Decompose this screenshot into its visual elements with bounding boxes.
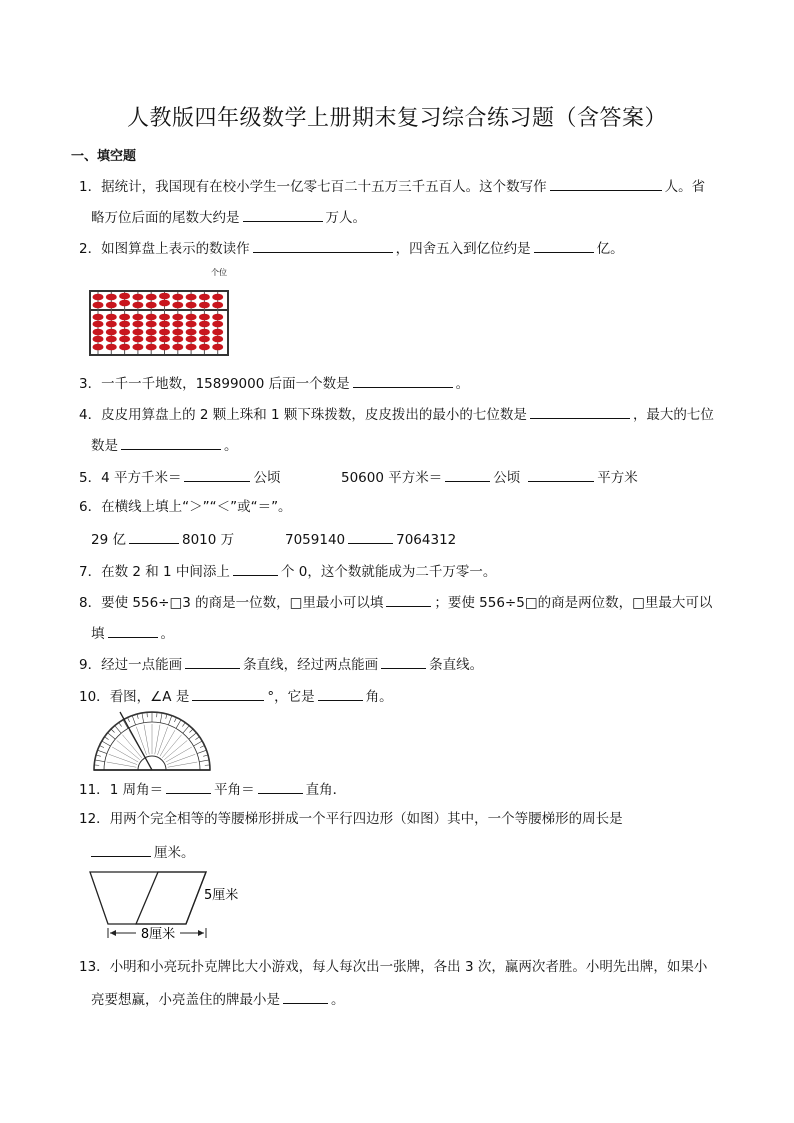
- question-6-compare-2: 7059140 7064312: [285, 529, 456, 549]
- answer-blank[interactable]: [166, 779, 211, 794]
- ones-place-label: 个位: [211, 268, 227, 277]
- upper-bead: [159, 300, 170, 307]
- answer-blank[interactable]: [108, 623, 158, 638]
- protractor-tick: [182, 722, 185, 726]
- question-8-cont: 填 。: [91, 623, 174, 643]
- protractor-tick: [111, 729, 115, 733]
- question-7: 7．在数 2 和 1 中间添上 个 0，这个数就能成为二千万零一。: [79, 561, 496, 581]
- lower-bead: [146, 321, 157, 328]
- answer-blank[interactable]: [129, 529, 179, 544]
- lower-bead: [132, 344, 143, 351]
- answer-blank[interactable]: [185, 654, 240, 669]
- protractor-tick: [96, 755, 101, 756]
- upper-bead: [172, 302, 183, 309]
- dim-arrow-right: [198, 930, 204, 936]
- protractor-tick: [115, 726, 121, 734]
- upper-bead: [186, 302, 197, 309]
- lower-bead: [199, 329, 210, 336]
- lower-bead: [186, 321, 197, 328]
- protractor-figure: [90, 710, 214, 772]
- lower-bead: [119, 329, 130, 336]
- upper-bead: [93, 302, 104, 309]
- trapezoid-right: [136, 872, 206, 924]
- lower-bead: [146, 336, 157, 343]
- upper-bead: [186, 294, 197, 301]
- protractor-radial-line: [164, 740, 187, 759]
- question-6-compare-1: 29 亿 8010 万: [91, 529, 234, 549]
- protractor-tick: [95, 760, 105, 762]
- protractor-tick: [119, 722, 122, 726]
- protractor-tick: [189, 729, 193, 733]
- lower-bead: [93, 336, 104, 343]
- protractor-tick: [194, 741, 203, 746]
- section-heading: 一、填空题: [71, 149, 137, 164]
- protractor-tick: [174, 717, 176, 722]
- angle-ray: [120, 712, 152, 770]
- lower-bead: [159, 329, 170, 336]
- lower-bead: [212, 344, 223, 351]
- lower-bead: [132, 314, 143, 321]
- answer-blank[interactable]: [530, 404, 630, 419]
- lower-bead: [119, 336, 130, 343]
- lower-bead: [106, 314, 117, 321]
- question-4-cont: 数是 。: [91, 435, 238, 455]
- lower-bead: [172, 329, 183, 336]
- lower-bead: [93, 329, 104, 336]
- protractor-tick: [197, 750, 206, 753]
- lower-bead: [186, 344, 197, 351]
- protractor-tick: [102, 741, 111, 746]
- upper-bead: [212, 294, 223, 301]
- protractor-tick: [195, 737, 199, 740]
- base-length-label: 8厘米: [140, 927, 176, 942]
- lower-bead: [106, 321, 117, 328]
- lower-bead: [146, 314, 157, 321]
- question-8: 8．要使 556÷□3 的商是一位数，□里最小可以填 ；要使 556÷5□的商是两位数，□里最大可以: [79, 592, 712, 612]
- protractor-center-arc: [138, 756, 166, 770]
- lower-bead: [199, 336, 210, 343]
- protractor-tick: [203, 755, 208, 756]
- question-2: 2．如图算盘上表示的数读作 ，四舍五入到亿位约是 亿。: [79, 238, 624, 258]
- protractor-tick: [189, 733, 197, 739]
- answer-blank[interactable]: [258, 779, 303, 794]
- protractor-tick: [108, 733, 116, 739]
- protractor-radial-line: [112, 747, 138, 762]
- question-13: 13．小明和小亮玩扑克牌比大小游戏，每人每次出一张牌，各出 3 次，赢两次者胜。小明先出牌，如果小: [79, 959, 708, 975]
- protractor-ticks: [94, 712, 210, 770]
- upper-bead: [172, 294, 183, 301]
- answer-blank[interactable]: [243, 207, 323, 222]
- protractor-tick: [183, 726, 189, 734]
- dim-arrow-left: [110, 930, 116, 936]
- answer-blank[interactable]: [283, 989, 328, 1004]
- question-1: 1．据统计，我国现有在校小学生一亿零七百二十五万三千五百人。这个数写作 人。省: [79, 176, 705, 196]
- question-3: 3．一千一千地数，15899000 后面一个数是 。: [79, 373, 469, 393]
- protractor-radial-line: [162, 735, 181, 758]
- lower-bead: [199, 314, 210, 321]
- lower-bead: [186, 336, 197, 343]
- upper-bead: [119, 300, 130, 307]
- protractor-tick: [176, 720, 181, 729]
- lower-bead: [159, 321, 170, 328]
- upper-bead: [146, 294, 157, 301]
- lower-bead: [146, 344, 157, 351]
- question-13-cont: 亮要想赢，小亮盖住的牌最小是 。: [91, 989, 345, 1009]
- protractor-radial-line: [166, 747, 192, 762]
- answer-blank[interactable]: [348, 529, 393, 544]
- protractor-tick: [199, 760, 209, 762]
- question-12: 12．用两个完全相等的等腰梯形拼成一个平行四边形（如图）其中，一个等腰梯形的周长是: [79, 811, 623, 827]
- lower-bead: [119, 314, 130, 321]
- upper-bead: [199, 294, 210, 301]
- protractor-tick: [132, 715, 135, 724]
- protractor-tick: [160, 713, 162, 723]
- lower-bead: [132, 336, 143, 343]
- question-11: 11．1 周角＝ 平角＝ 直角．: [79, 779, 346, 799]
- protractor-radial-line: [117, 740, 140, 759]
- lower-bead: [199, 344, 210, 351]
- protractor-radial-line: [160, 730, 175, 756]
- lower-bead: [172, 336, 183, 343]
- abacus-rods: [93, 292, 224, 354]
- lower-bead: [132, 321, 143, 328]
- parallelogram-figure: [88, 868, 258, 944]
- answer-blank[interactable]: [550, 176, 662, 191]
- question-6: 6．在横线上填上“＞”“＜”或“＝”。: [79, 499, 292, 515]
- protractor-tick: [142, 713, 144, 723]
- protractor-tick: [200, 745, 205, 747]
- upper-bead: [159, 293, 170, 300]
- lower-bead: [146, 329, 157, 336]
- question-5: 5．4 平方千米＝ 公顷: [79, 467, 280, 487]
- lower-bead: [199, 321, 210, 328]
- upper-bead: [146, 302, 157, 309]
- lower-bead: [212, 321, 223, 328]
- lower-bead: [212, 336, 223, 343]
- upper-bead: [106, 294, 117, 301]
- lower-bead: [186, 314, 197, 321]
- lower-bead: [186, 329, 197, 336]
- lower-bead: [106, 336, 117, 343]
- lower-bead: [172, 344, 183, 351]
- answer-blank[interactable]: [233, 561, 278, 576]
- answer-blank[interactable]: [528, 467, 594, 482]
- upper-bead: [199, 302, 210, 309]
- lower-bead: [106, 344, 117, 351]
- upper-bead: [119, 293, 130, 300]
- question-4: 4．皮皮用算盘上的 2 颗上珠和 1 颗下珠拨数，皮皮拨出的最小的七位数是 ，最大的七位: [79, 404, 714, 424]
- answer-blank[interactable]: [386, 592, 431, 607]
- upper-bead: [212, 302, 223, 309]
- upper-bead: [132, 294, 143, 301]
- lower-bead: [159, 344, 170, 351]
- lower-bead: [159, 314, 170, 321]
- answer-blank[interactable]: [192, 686, 264, 701]
- lower-bead: [212, 329, 223, 336]
- lower-bead: [172, 321, 183, 328]
- question-1-cont: 略万位后面的尾数大约是 万人。: [91, 207, 366, 227]
- answer-blank[interactable]: [91, 842, 151, 857]
- side-length-label: 5厘米: [204, 888, 239, 903]
- upper-bead: [106, 302, 117, 309]
- answer-blank[interactable]: [381, 654, 426, 669]
- upper-bead: [93, 294, 104, 301]
- lower-bead: [93, 344, 104, 351]
- question-5-part2: 50600 平方米＝ 公顷 平方米: [341, 467, 638, 487]
- abacus-figure: [88, 266, 233, 358]
- answer-blank[interactable]: [121, 435, 221, 450]
- protractor-tick: [137, 714, 138, 719]
- protractor-tick: [97, 750, 106, 753]
- page-title: 人教版四年级数学上册期末复习综合练习题（含答案）: [126, 106, 667, 131]
- answer-blank[interactable]: [534, 238, 594, 253]
- protractor-tick: [104, 737, 108, 740]
- question-9: 9．经过一点能画 条直线，经过两点能画 条直线。: [79, 654, 483, 674]
- protractor-tick: [99, 745, 104, 747]
- protractor-tick: [127, 717, 129, 722]
- question-10: 10．看图，∠A 是 °，它是 角。: [79, 686, 393, 706]
- lower-bead: [172, 314, 183, 321]
- answer-blank[interactable]: [253, 238, 393, 253]
- lower-bead: [119, 321, 130, 328]
- protractor-tick: [166, 714, 167, 719]
- question-12-cont: 厘米。: [91, 842, 195, 862]
- protractor-tick: [168, 715, 171, 724]
- answer-blank[interactable]: [445, 467, 490, 482]
- lower-bead: [93, 321, 104, 328]
- lower-bead: [132, 329, 143, 336]
- lower-bead: [106, 329, 117, 336]
- answer-blank[interactable]: [184, 467, 250, 482]
- lower-bead: [159, 336, 170, 343]
- lower-bead: [119, 344, 130, 351]
- answer-blank[interactable]: [318, 686, 363, 701]
- upper-bead: [132, 302, 143, 309]
- lower-bead: [93, 314, 104, 321]
- answer-blank[interactable]: [353, 373, 453, 388]
- lower-bead: [212, 314, 223, 321]
